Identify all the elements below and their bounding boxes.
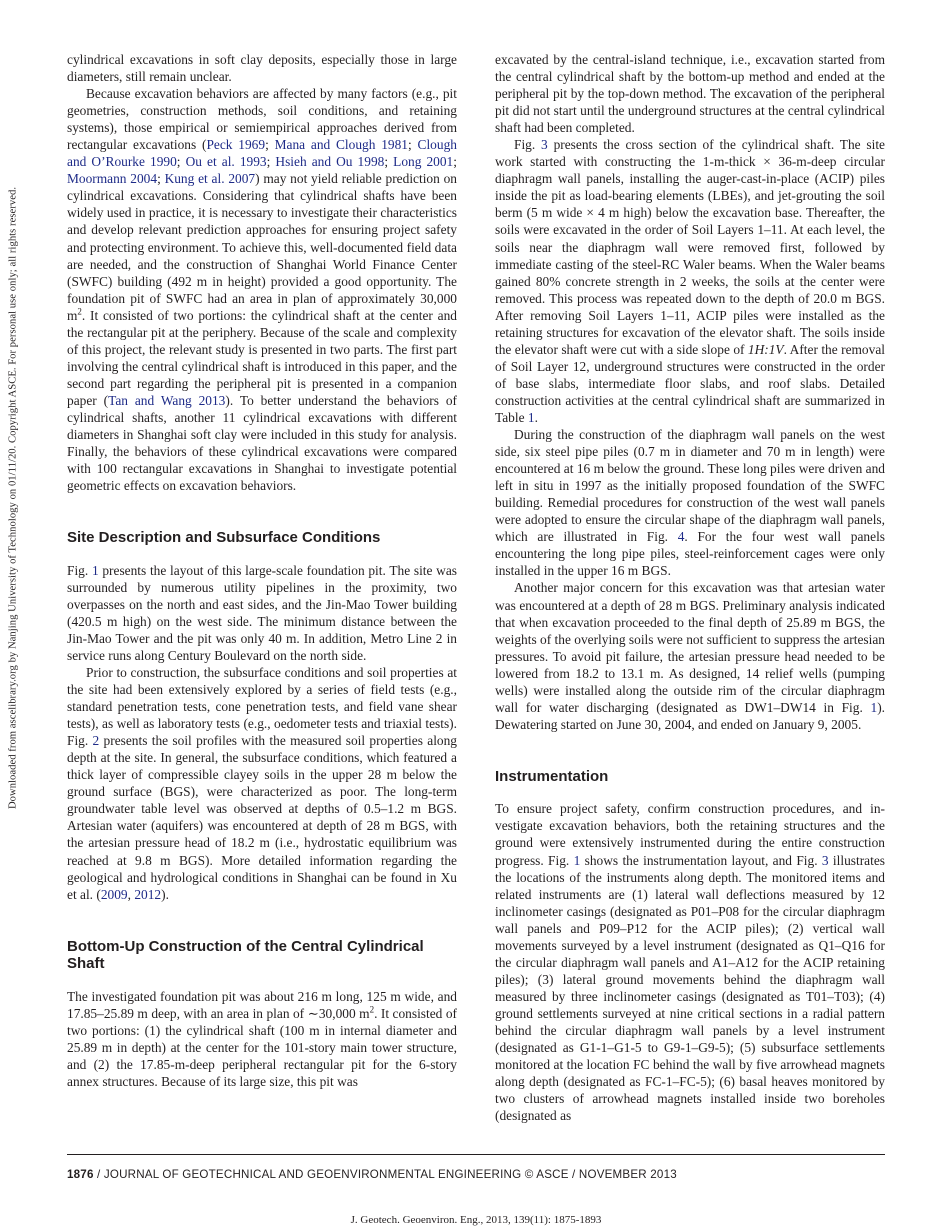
ref-link-long[interactable]: Long 2001 <box>393 154 454 170</box>
text-span: presents the layout of this large-scale foundation pit. The site was surrounded by numerous utility pipelines in the proximity, two overpasses on the north and east sides, and the Jin-Mao Tower building (420.5 m high) on the west side. The minimum distance between the Jin-Mao Tower and the pit was only 40 m. In addition, Metro Line 2 in service runs along Century Boulevard on the north side. <box>67 562 457 663</box>
superscript: 2 <box>77 306 82 317</box>
paragraph-foundation-pit <box>67 988 457 1090</box>
text-span: . <box>534 409 538 425</box>
section-heading-site: Site Description and Subsurface Conditions <box>67 529 381 547</box>
text-span: Fig. <box>67 562 92 578</box>
fig-link-2[interactable]: 2 <box>92 733 100 749</box>
text-span: , <box>127 886 135 902</box>
text-span: . It consisted of two portions: the cylindrical shaft at the center and the rectangular pit at the periphery. Because of the scale and complexity of this project, the relevant study is presented in two parts. The first part involving the central cylindrical shaft is introduced in this paper, and the second part regarding the peripheral pit is presented in a companion paper ( <box>67 307 457 408</box>
text-span: ). <box>161 886 169 902</box>
ref-link-hsieh[interactable]: Hsieh and Ou 1998 <box>275 154 385 170</box>
paragraph-subsurface <box>67 664 457 903</box>
text-span: . For the four west wall panels encountering the long pipe piles, steel-reinforcement cages were only installed in the upper 16 m BGS. <box>495 529 885 579</box>
ref-link-moormann[interactable]: Moormann 2004 <box>67 171 158 187</box>
ref-link-ou[interactable]: Ou et al. 1993 <box>185 154 267 170</box>
slope-ratio: 1H:1V <box>747 341 784 357</box>
text-span: During the construction of the diaphragm wall panels on the west side, six steel pipe piles (0.7 m in diameter and 70 m in length) were encountered at 16 m below the ground. These long piles were driven and left in situ in 1997 as the initially proposed foundation of the SWFC building. Remedial procedures for construction of the west wall panels were adopted to ensure the circular shape of the diaphragm wall panels, which are illustrated in Fig. <box>495 427 885 545</box>
text-span: . It consisted of two portions: (1) the cylindrical shaft (100 m in internal diameter and 25.89 m in depth) at the center for the 101-story main tower structure, and (2) the 17.85-m-deep peripheral rectangular pit for the 6-story annex structures. Because of its large size, this pit was <box>67 1005 458 1089</box>
text-span: Prior to construction, the subsurface conditions and soil properties at the site had been extensively explored by a series of field tests (e.g., standard penetration tests, cone penetration tests, and field vane shear tests), as well as laboratory tests (e.g., oedometer tests and triaxial tests). Fig. <box>67 665 457 749</box>
text-span: . After the removal of Soil Layer 12, underground structures were constructed in the order of base slabs, intermediate floor slabs, and roof slabs. Detailed construction activities at the central cylindrical shaft are summarized in Table <box>495 341 885 425</box>
text-span: presents the soil profiles with the measured soil properties along depth at the site. In general, the subsurface conditions, which featured a thick layer of compressible clayey soils in the upper 28 m below the ground surface (BGS), were characterized as poor. The long-term groundwater table level was observed at depths of 0.5–1.2 m BGS. Artesian water (aquifers) was encountered at depth of 28 m BGS, with the artesian pressure head of 18.2 m (i.e., hydrostatic equilibrium was reached at 9.8 m BGS). More detailed information regarding the geological and hydrological conditions in Shanghai can be found in Xu et al. ( <box>67 733 457 902</box>
fig-link-3b[interactable]: 3 <box>821 852 829 868</box>
paragraph-cross-section <box>495 136 885 426</box>
paragraph-instrumentation <box>495 800 885 1124</box>
paragraph-central-island: excavated by the central-island technique, i.e., excavation started from the central cylindrical shaft by the bottom-up method and ended at the peripheral pit by the top-down method. The excavation of the peripheral pit did not start until the underground structures at the central cylindrical shaft had been completed. <box>495 52 885 136</box>
text-span: illustrates the locations of the instruments along depth. The monitored items and related instruments are (1) lateral wall deflections measured by 12 inclinometer casings (designated as P01–P08 for the circular diaphragm wall panels and P09–P12 for the ACIP piles); (2) vertical wall movements surveyed by a level instrument (designated as Q1–Q16 for the circular diaphragm wall panels and A1–A12 for the ACIP retaining piles); (3) lateral ground movements behind the diaphragm wall measured by three inclinometer casings (designated as T01–T03); (4) ground settlements surveyed at nine critical sections in a radial pattern behind the circular diaphragm wall panels by a level instrument (designated as G1-1–G1-5 to G9-1–G9-5); (5) subsurface settlements monitored at the location FC behind the wall by five arrowhead magnets along depth (designated as FC-1–FC-5); (6) basal heaves monitored by two clusters of arrowhead magnets installed inside two boreholes (designated as <box>495 852 885 1124</box>
text-span: Another major concern for this excavation was that artesian water was encountered at a depth of 28 m BGS. Preliminary analysis indicated that when excavation proceeded to the final depth of 25.89 m BGS, the weights of the overlying soils were not sufficient to suppress the artesian pressures. To avoid pit failure, the artesian pressure head needed to be lowered from 18.2 to 13.1 m. As designed, 14 relief wells (pumping wells) were installed along the outside rim of the circular diaphragm wall for water discharging (designated as DW1–DW14 in Fig. <box>495 580 885 715</box>
ref-link-kung[interactable]: Kung et al. 2007 <box>164 171 256 187</box>
text-span: presents the cross section of the cylindrical shaft. The site work started with constructing the 1-m-thick × 36-m-deep circular diaphragm wall panels, installing the auger-cast-in-place (ACIP) piles inside the pit as load-bearing elements (LBEs), and jet-grouting the soil berm (5 m wide × 4 m high) below the excavation base. Thereafter, the soils were excavated in the order of Soil Layers 1–11. At each level, the soils near the diaphragm wall were removed first, followed by immediate casting of the steel-RC Waler beams. When the Waler beams gained 80% concrete strength in 2 weeks, the soils at the center were removed. This process was repeated down to the depth of 20.0 m BGS. After removing Soil Layers 1–11, ACIP piles were installed as the retaining structures for excavation of the elevator shaft. The soils inside the elevator shaft were cut with a side slope of <box>495 137 886 357</box>
fig-link-1[interactable]: 1 <box>91 562 99 578</box>
paragraph-artesian-water <box>495 579 885 732</box>
fig-link-1b[interactable]: 1 <box>870 699 878 715</box>
fig-link-4[interactable]: 4 <box>677 529 685 545</box>
table-link-1[interactable]: 1 <box>527 409 535 425</box>
ref-link-tan-wang[interactable]: Tan and Wang 2013 <box>108 392 226 408</box>
citation-line: J. Geotech. Geoenviron. Eng., 2013, 139(11): 1875-1893 <box>350 1214 602 1226</box>
ref-link-xu-2009[interactable]: 2009 <box>100 886 128 902</box>
fig-link-3[interactable]: 3 <box>541 137 548 153</box>
left-column <box>67 51 457 1090</box>
text-span: ). Dewatering started on June 30, 2004, and ended on January 9, 2005. <box>495 699 885 732</box>
section-heading-instrumentation: Instrumentation <box>495 767 609 785</box>
superscript: 2 <box>369 1004 375 1015</box>
fig-link-1c[interactable]: 1 <box>573 852 581 868</box>
text-span: ). To better understand the behaviors of cylindrical shafts, another 11 cylindrical excavations with different diameters in Shanghai soft clay were included in this study for analysis. Finally, the behaviors of these cylindrical excavations were compared with 100 rectangular excavations in Shanghai to investigate potential geometric effects on excavation behaviors. <box>67 392 457 494</box>
text-span: Because excavation behaviors are affected by many factors (e.g., pit geometries, construction methods, soil conditions, and retaining systems), those empirical or semiempirical approaches derived from rectangular excavations ( <box>67 86 457 153</box>
text-span: Fig. <box>514 137 542 153</box>
download-notice-text: Downloaded from ascelibrary.org by Nanjing University of Technology on 01/11/20. Copyright ASCE. For personal use only; all rights reserved. <box>7 186 19 810</box>
footer-rule <box>67 1154 885 1155</box>
ref-link-peck[interactable]: Peck 1969 <box>206 137 266 153</box>
paragraph-pipe-piles <box>495 426 885 579</box>
text-span: shows the instrumentation layout, and Fig. <box>580 852 822 868</box>
paragraph-intro-end: cylindrical excavations in soft clay deposits, especially those in large diameters, still remain unclear. <box>67 52 457 85</box>
paragraph-site-layout <box>67 562 457 664</box>
section-heading-bottom-up: Bottom-Up Construction of the Central Cylindrical Shaft <box>67 937 424 973</box>
download-notice <box>6 18 20 978</box>
ref-link-xu-2012[interactable]: 2012 <box>134 886 162 902</box>
paragraph-excavation-behaviors: Because excavation behaviors are affected by many factors (e.g., pit geometries, construction methods, soil conditions, and retaining systems), those empirical or semiempirical approaches derived from rectangular excavations (Peck 1969; Mana and Clough 1981; Clough and O’Rourke 1990; Ou et al. 1993; Hsieh and Ou 1998; Long 2001; Moormann 2004; Kung et al. 2007) may not yield reliable prediction on cylindrical excavations. Considering that cylindrical shafts have been widely used in practice, it is necessary to investigate their characteristics and develop relevant prediction approaches for ensuring project safety and protecting environment. To achieve this, well-documented field data are needed, and the construction of Shanghai World Finance Center (SWFC) building (492 m in height) provided a good opportunity. The foundation pit of SWFC had an area in plan of approximately 30,000 $m^2$. It consisted of two portions: the cylindrical shaft at the center and the rectangular pit at the periphery. Because of the scale and complexity of this project, the relevant study is presented in two parts. The first part involving the central cylindrical shaft is introduced in this paper, and the second part regarding the peripheral pit is presented in a companion paper (Tan and Wang 2013). To better understand the behaviors of cylindrical shafts, another 11 cylindrical excavations with different diameters in Shanghai soft clay were included in this study for analysis. Finally, the behaviors of these cylindrical excavations were compared with 100 rectangular excavations in Shanghai to investigate potential geometric effects on excavation behaviors. <box>67 86 457 494</box>
journal-name: / JOURNAL OF GEOTECHNICAL AND GEOENVIRONMENTAL ENGINEERING © ASCE / NOVEMBER 2013 <box>93 1168 677 1181</box>
page-number: 1876 <box>67 1168 94 1181</box>
ref-link-clough[interactable]: Clough and O’Rourke 1990 <box>67 137 457 170</box>
journal-footer <box>67 1168 677 1181</box>
text-span: To ensure project safety, confirm construction procedures, and investigate excavation behaviors, both the retaining structures and the ground were extensively instrumented during the entire construction progress. Fig. <box>495 801 885 868</box>
right-column <box>495 51 885 1124</box>
text-span: The investigated foundation pit was about 216 m long, 125 m wide, and 17.85–25.89 m deep, with an area in plan of ∼30,000 m <box>67 988 457 1021</box>
text-span: ) may not yield reliable prediction on cylindrical excavations. Considering that cylindrical shafts have been widely used in practice, it is necessary to investigate their characteristics and develop relevant prediction approaches for ensuring project safety and protecting environment. To achieve this, well-documented field data are needed, and the construction of Shanghai World Finance Center (SWFC) building (492 m in height) provided a good opportunity. The foundation pit of SWFC had an area in plan of approximately 30,000 m <box>67 171 457 323</box>
ref-link-mana[interactable]: Mana and Clough 1981 <box>274 137 409 153</box>
